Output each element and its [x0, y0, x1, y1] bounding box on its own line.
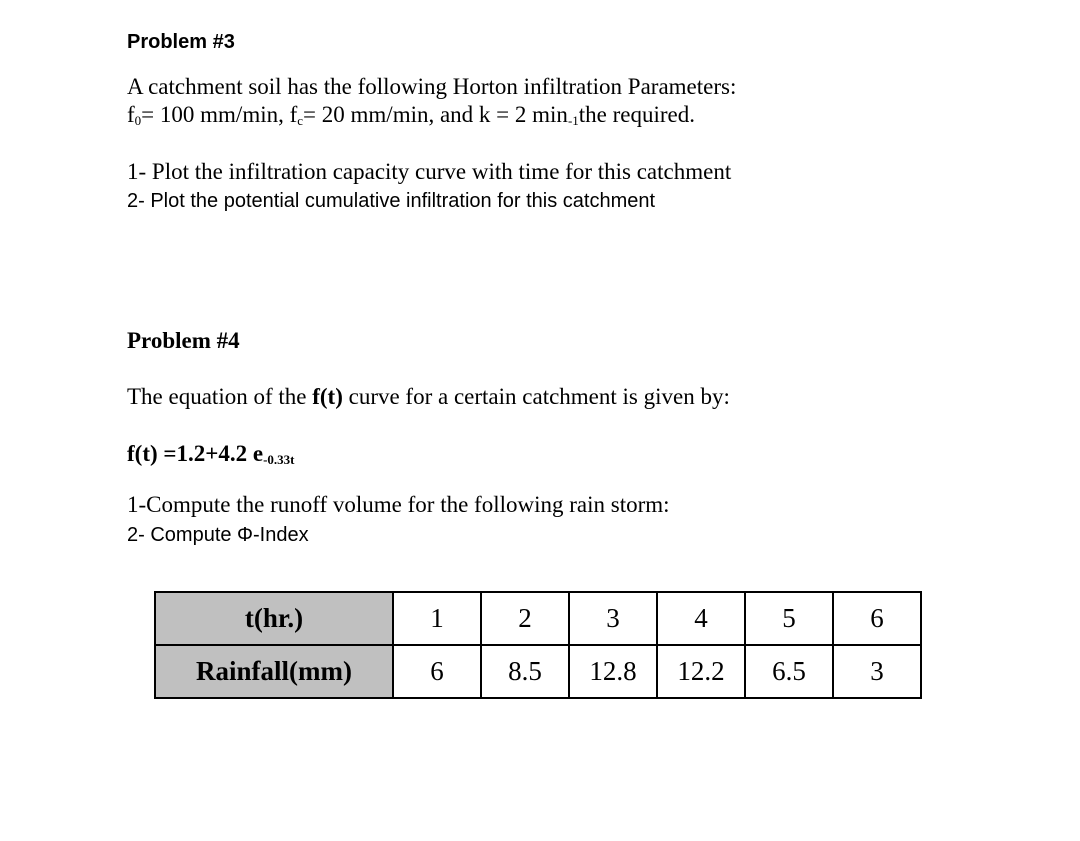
table-cell: 2 [481, 592, 569, 645]
table-cell: 6.5 [745, 645, 833, 698]
statement-tail: the required. [578, 102, 696, 127]
table-cell: 1 [393, 592, 481, 645]
table-cell: 3 [569, 592, 657, 645]
problem-4-heading: Problem #4 [127, 328, 240, 353]
table-cell: 6 [833, 592, 921, 645]
table-cell: 8.5 [481, 645, 569, 698]
f0-symbol: f [127, 102, 135, 127]
problem-4-statement [127, 384, 730, 410]
table-cell: 12.2 [657, 645, 745, 698]
equation-main: f(t) =1.2+4.2 e [127, 441, 264, 466]
f0-subscript: 0 [134, 113, 142, 128]
rainfall-table [154, 591, 922, 699]
table-row [155, 592, 921, 645]
fc-subscript: c [297, 113, 304, 128]
problem-3-statement-line-2 [127, 102, 695, 129]
statement-post: curve for a certain catchment is given by: [342, 384, 730, 409]
problem-3-statement-line-1: A catchment soil has the following Horton infiltration Parameters: [127, 74, 737, 99]
row-header-time: t(hr.) [155, 592, 393, 645]
table-cell: 6 [393, 645, 481, 698]
k-unit-exponent: -1 [567, 113, 579, 128]
problem-4-task-1: 1-Compute the runoff volume for the following rain storm: [127, 492, 670, 517]
table-cell: 5 [745, 592, 833, 645]
problem-3-task-1: 1- Plot the infiltration capacity curve with time for this catchment [127, 159, 732, 184]
ft-bold-term: f(t) [312, 384, 343, 409]
table-cell: 3 [833, 645, 921, 698]
equation-exponent: -0.33t [263, 452, 295, 467]
problem-4-task-2: 2- Compute Φ-Index [127, 524, 309, 546]
problem-3-heading: Problem #3 [127, 31, 235, 53]
table-cell: 12.8 [569, 645, 657, 698]
f0-value-text: = 100 mm/min, f [141, 102, 298, 127]
fc-value-text: = 20 mm/min, and k = 2 min [303, 102, 568, 127]
problem-3-task-2: 2- Plot the potential cumulative infiltration for this catchment [127, 190, 656, 212]
row-header-rainfall: Rainfall(mm) [155, 645, 393, 698]
infiltration-equation [127, 441, 294, 468]
table-cell: 4 [657, 592, 745, 645]
table-row [155, 645, 921, 698]
statement-pre: The equation of the [127, 384, 313, 409]
